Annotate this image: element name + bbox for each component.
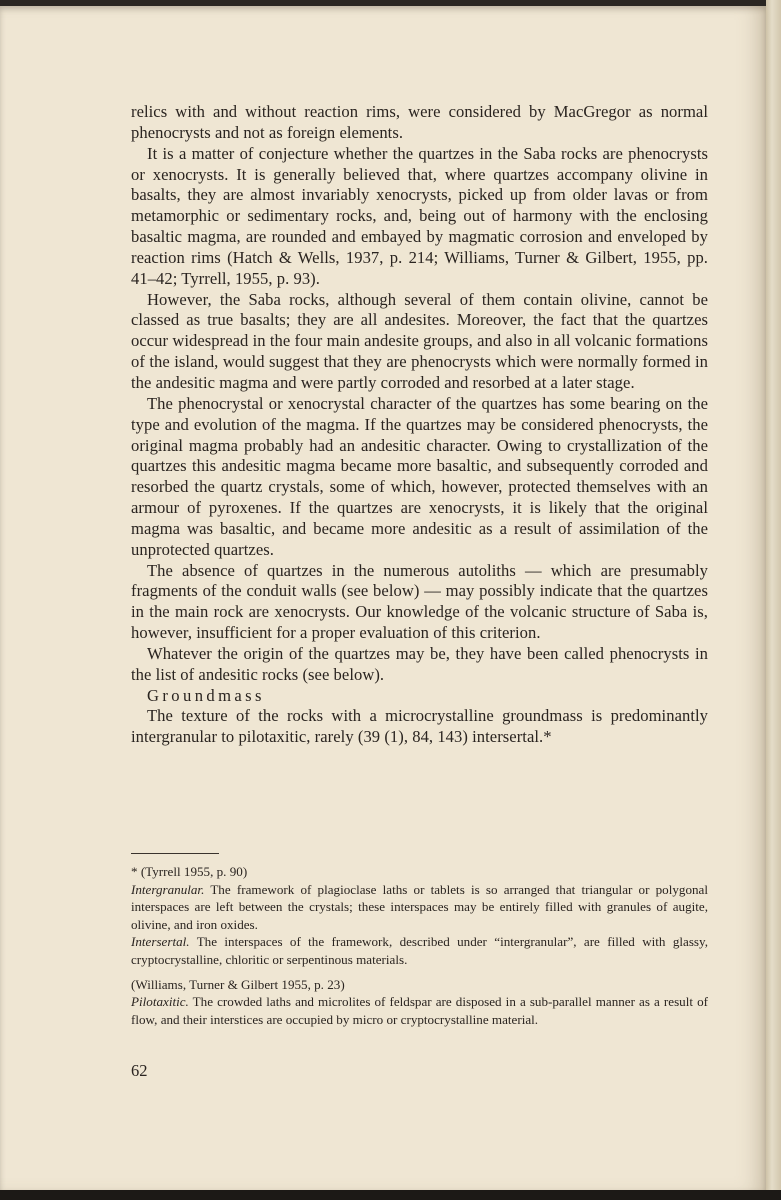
footnote-reference-tyrrell: * (Tyrrell 1955, p. 90) [131,864,248,879]
section-heading-groundmass: Groundmass [147,685,265,705]
paragraph-4: The phenocrystal or xenocrystal character of the quartzes has some bearing on the type and evolution of the magma. If the quartzes may be considered phenocrysts, the original magma probably had an andesitic character. Owing to crystallization of the quartzes this andesitic magma became more basaltic, and subsequently corroded and resorbed the quartz crystals, some of which, however, protected themselves with an armour of pyroxenes. If the quartzes are xenocrysts, it is likely that the original magma was basaltic, and became more andesitic as a result of assimilation of the unprotected quartzes. [131,393,708,559]
groundmass-paragraph: The texture of the rocks with a microcrystalline groundmass is predominantly intergranular to pilotaxitic, rarely (39 (1), 84, 143) intersertal.* [131,706,708,747]
term-pilotaxitic: Pilotaxitic. [131,994,189,1010]
footnote-pilotaxitic [131,993,708,1028]
page-edge [766,0,781,1200]
paragraph-3: However, the Saba rocks, although several of them contain olivine, cannot be classed as true basalts; they are all andesites. Moreover, the fact that the quartzes occur widespread in the four main andesite groups, and also in all volcanic formations of the island, would suggest that they are phenocrysts which were normally formed in the andesitic magma and were partly corroded and resorbed at a later stage. [131,289,708,392]
page-number: 62 [131,1061,148,1080]
footnote-rule [131,853,219,854]
paragraph-2: It is a matter of conjecture whether the quartzes in the Saba rocks are phenocrysts or xenocrysts. It is generally believed that, where quartzes accompany olivine in basalts, they are almost invariably xenocrysts, picked up from older lavas or from metamorphic or sedimentary rocks, and, being out of harmony with the enclosing basaltic magma, are rounded and embayed by magmatic corrosion and enveloped by reaction rims (Hatch & Wells, 1937, p. 214; Williams, Turner & Gilbert, 1955, pp. 41–42; Tyrrell, 1955, p. 93). [131,143,708,288]
main-text [131,102,708,748]
footnotes [131,863,708,1028]
definition-intergranular: The framework of plagioclase laths or tablets is so arranged that triangular or polygonal interspaces are left between the crystals; these interspaces may be entirely filled with granules of augite, olivine, and iron oxides. [131,881,709,932]
definition-intersertal: The interspaces of the framework, described under “intergranular”, are filled with glassy, cryptocrystalline, chloritic or serpentinous materials. [131,934,708,967]
term-intersertal: Intersertal. [131,934,190,950]
footnote-intergranular [131,881,708,934]
paragraph-5: The absence of quartzes in the numerous autoliths — which are presumably fragments of the conduit walls (see below) — may possibly indicate that the quartzes in the main rock are xenocrysts. Our knowledge of the volcanic structure of Saba is, however, insufficient for a proper evaluation of this criterion. [131,560,708,643]
paragraph-1: relics with and without reaction rims, were considered by MacGregor as normal phenocrysts and not as foreign elements. [131,102,708,142]
book-page [0,6,766,1190]
footnote-intersertal [131,933,708,968]
term-intergranular: Intergranular. [131,881,205,897]
bottom-edge [0,1190,781,1200]
footnote-reference-williams: (Williams, Turner & Gilbert 1955, p. 23) [131,976,345,992]
paragraph-6: Whatever the origin of the quartzes may be, they have been called phenocrysts in the list of andesitic rocks (see below). [131,643,708,684]
definition-pilotaxitic: The crowded laths and microlites of feldspar are disposed in a sub-parallel manner as a result of flow, and their interstices are occupied by micro or cryptocrystalline material. [131,994,708,1027]
